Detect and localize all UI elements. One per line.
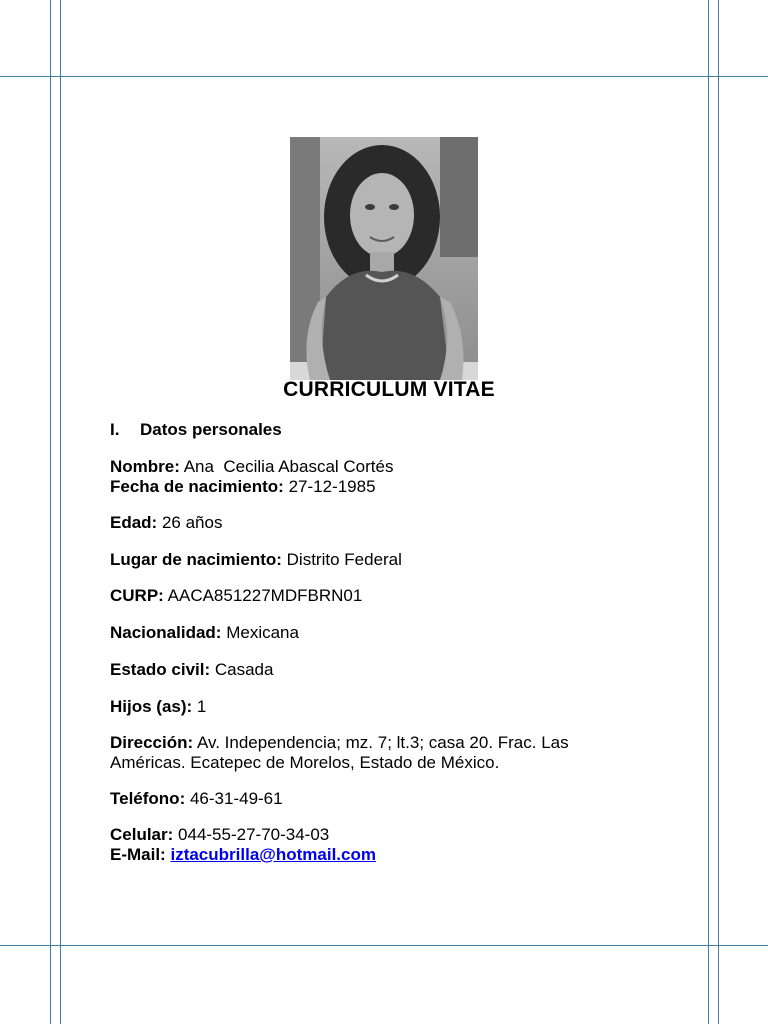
field-label: Estado civil:: [110, 660, 211, 679]
section-label: Datos personales: [140, 420, 282, 439]
field-value: 27-12-1985: [288, 477, 376, 496]
field-nombre: [110, 457, 630, 477]
field-label: Nacionalidad:: [110, 623, 222, 642]
field-label: E-Mail:: [110, 845, 166, 864]
field-value: Distrito Federal: [286, 550, 402, 569]
field-value: 26 años: [161, 513, 223, 532]
field-value: Av. Independencia; mz. 7; lt.3; casa 20. Frac. Las Américas. Ecatepec de Morelos, Estado de México.: [110, 733, 569, 772]
page-guide-line-right-inner: [708, 0, 709, 1024]
field-lugar-nacimiento: [110, 550, 630, 570]
field-direccion: [110, 733, 630, 773]
field-estado-civil: [110, 660, 630, 680]
field-label: Dirección:: [110, 733, 194, 752]
field-value: 46-31-49-61: [189, 789, 283, 808]
field-label: CURP:: [110, 586, 164, 605]
field-label: Hijos (as):: [110, 697, 193, 716]
field-value: Mexicana: [226, 623, 299, 642]
field-fecha-nacimiento: [110, 477, 630, 497]
field-label: Celular:: [110, 825, 174, 844]
document-title: CURRICULUM VITAE: [283, 378, 495, 401]
field-telefono: [110, 789, 630, 809]
email-link[interactable]: iztacubrilla@hotmail.com: [170, 845, 376, 864]
section-heading: [110, 420, 282, 440]
page-guide-line-top: [0, 76, 768, 77]
field-label: Edad:: [110, 513, 158, 532]
field-value: 044-55-27-70-34-03: [178, 825, 330, 844]
field-label: Fecha de nacimiento:: [110, 477, 284, 496]
section-number: I.: [110, 420, 120, 439]
field-value: 1: [196, 697, 207, 716]
field-edad: [110, 513, 630, 533]
field-celular: [110, 825, 630, 845]
field-curp: [110, 586, 630, 606]
page-guide-line-right-outer: [718, 0, 719, 1024]
page-guide-line-left-outer: [50, 0, 51, 1024]
page-guide-line-left-inner: [60, 0, 61, 1024]
field-label: Lugar de nacimiento:: [110, 550, 282, 569]
field-value: Ana Cecilia Abascal Cortés: [183, 457, 394, 476]
field-value: AACA851227MDFBRN01: [167, 586, 363, 605]
field-hijos: [110, 697, 630, 717]
field-value: Casada: [214, 660, 274, 679]
profile-photo: [290, 137, 478, 380]
field-label: Nombre:: [110, 457, 180, 476]
page-guide-line-bottom: [0, 945, 768, 946]
field-email: [110, 845, 630, 865]
field-label: Teléfono:: [110, 789, 186, 808]
field-nacionalidad: [110, 623, 630, 643]
